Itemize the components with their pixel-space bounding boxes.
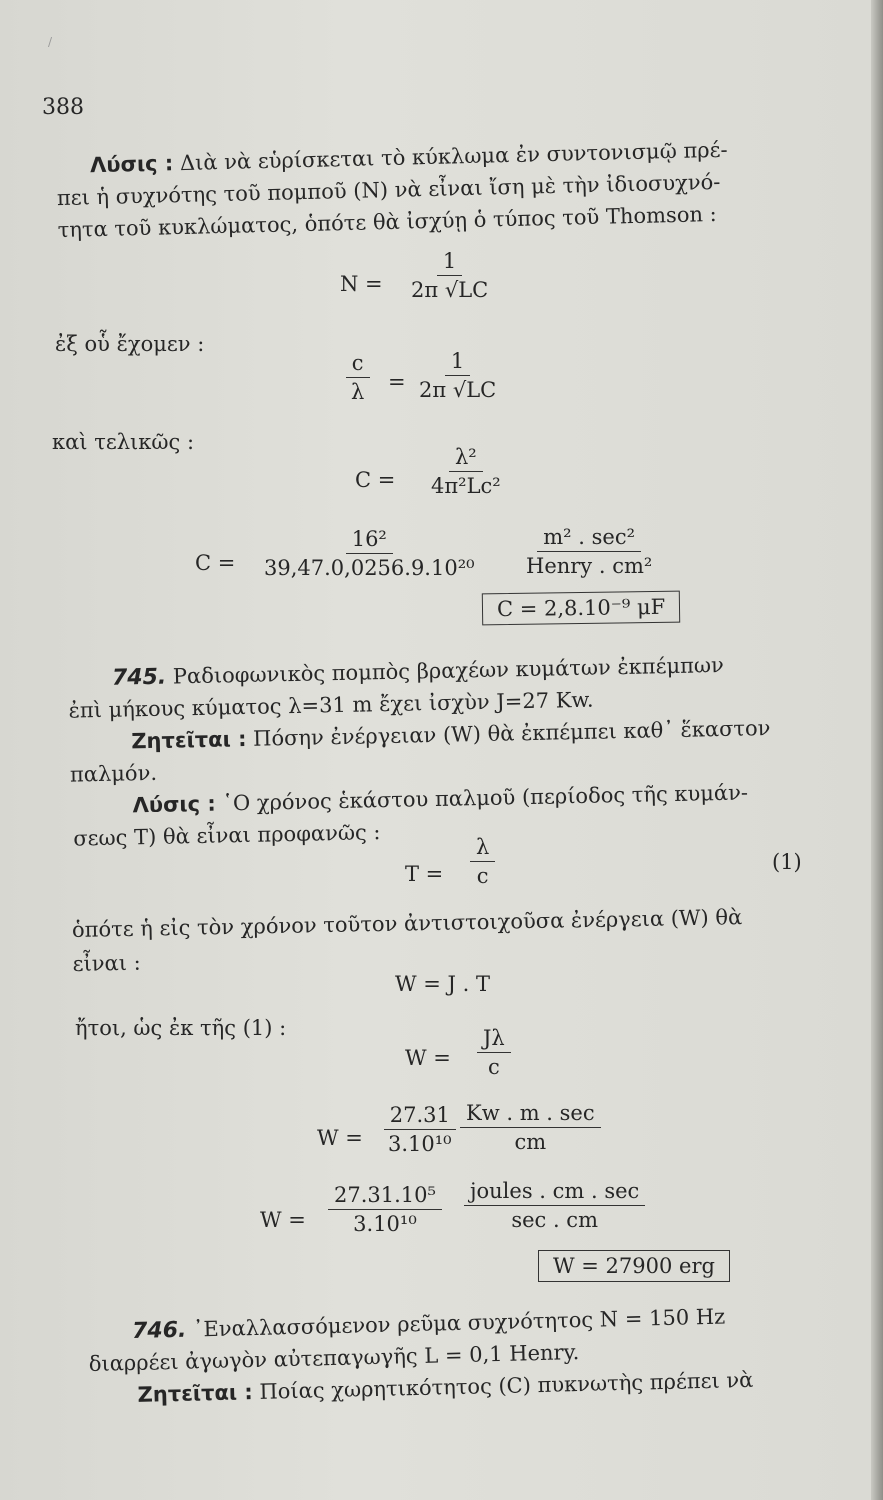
- eq1-fraction: [405, 250, 494, 301]
- eqW2-den: 3.10¹⁰: [388, 1132, 452, 1157]
- page-number: 388: [42, 95, 84, 120]
- p746-asked: Ποίας χωρητικότητος (C) πυκνωτὴς πρέπει νὰ: [259, 1367, 754, 1404]
- eqW2-units-fraction: [460, 1102, 601, 1153]
- eqT-fraction: [470, 836, 495, 887]
- specks: /: [48, 35, 53, 49]
- para1-line3: τητα τοῦ κυκλώματος, ὁπότε θὰ ἰσχύῃ ὁ τύπος τοῦ Thomson :: [57, 201, 717, 243]
- result-box-energy: W = 27900 erg: [538, 1250, 730, 1282]
- p745-asked: Πόσην ἐνέργειαν (W) θὰ ἐκπέμπει καθ᾽ ἕκαστον: [252, 715, 771, 751]
- eqW3-fraction: [328, 1184, 442, 1235]
- eq3-fraction: [425, 446, 507, 497]
- eq4-uden: Henry . cm²: [526, 554, 653, 579]
- eqW2-uden: cm: [514, 1130, 547, 1155]
- eqW3-unum: joules . cm . sec: [464, 1180, 645, 1206]
- solution-label-745: Λύσις :: [132, 791, 217, 818]
- eq2-equals: =: [388, 370, 406, 394]
- p745-line1: Ραδιοφωνικὸς πομπὸς βραχέων κυμάτων ἐκπέμπων: [172, 652, 725, 689]
- eqW3-units-fraction: [464, 1180, 645, 1231]
- p745-line2: ἐπὶ μήκους κύματος λ=31 m ἔχει ἰσχὺν J=27 Kw.: [68, 687, 594, 723]
- eq4-num: 16²: [346, 528, 393, 554]
- eq4-unum: m² . sec²: [537, 526, 641, 552]
- eqW1-den: c: [487, 1055, 500, 1080]
- eqW3-uden: sec . cm: [511, 1208, 598, 1233]
- eqT-den: c: [476, 864, 489, 889]
- p746-line2: διαρρέει ἀγωγὸν αὐτεπαγωγῆς L = 0,1 Henry.: [88, 1340, 580, 1377]
- asked-label-745: Ζητεῖται :: [131, 726, 247, 754]
- eqT-num: λ: [470, 836, 495, 862]
- eqW2-lhs: W =: [317, 1126, 363, 1150]
- p745b-line1: ὁπότε ἡ εἰς τὸν χρόνον τοῦτον ἀντιστοιχοῦσα ἐνέργεια (W) θὰ: [71, 905, 743, 942]
- solution-label: Λύσις :: [89, 151, 174, 178]
- eq1-num: 1: [437, 250, 462, 276]
- eqW3-lhs: W =: [260, 1208, 306, 1232]
- eq2-den-r: 2π √LC: [419, 378, 497, 403]
- eq2-left-fraction: [345, 352, 370, 403]
- eq4-lhs: C =: [195, 551, 236, 575]
- eq3-lhs: C =: [355, 468, 396, 492]
- eq2-num-r: 1: [445, 350, 470, 376]
- p746-line1: ᾽Εναλλασσόμενον ρεῦμα συχνότητος N = 150 Hz: [192, 1304, 726, 1342]
- eqT-lhs: T =: [405, 862, 444, 886]
- eq4-den: 39,47.0,0256.9.10²⁰: [264, 556, 475, 581]
- eq2-right-fraction: [413, 350, 502, 401]
- p745-sol1: ῾Ο χρόνος ἑκάστου παλμοῦ (περίοδος τῆς κυμάν-: [222, 780, 749, 816]
- eq4-units-fraction: [520, 526, 658, 577]
- eq2-den-l: λ: [351, 380, 365, 405]
- eqW1-num: Jλ: [477, 1027, 511, 1053]
- p745b-line3: ἤτοι, ὡς ἐκ τῆς (1) :: [75, 1016, 287, 1040]
- eqW3-den: 3.10¹⁰: [353, 1212, 417, 1237]
- eqW2-unum: Kw . m . sec: [460, 1102, 601, 1128]
- eq3-den: 4π²Lc²: [431, 474, 501, 499]
- p745-sol2: σεως Τ) θὰ εἶναι προφανῶς :: [73, 820, 381, 851]
- asked-label-746: Ζητεῖται :: [137, 1380, 254, 1407]
- eqW3-num: 27.31.10⁵: [328, 1184, 442, 1210]
- eq-W-JT: W = J . T: [395, 972, 490, 996]
- eq1-den: 2π √LC: [411, 278, 489, 303]
- problem-745-number: 745.: [111, 664, 167, 691]
- eq2-num-l: c: [346, 352, 370, 378]
- eqW1-lhs: W =: [405, 1046, 451, 1070]
- page-edge-shadow: [871, 0, 883, 1500]
- para1-line2: πει ἡ συχνότης τοῦ πομποῦ (N) νὰ εἶναι ἴση μὲ τὴν ἰδιοσυχνό-: [56, 169, 721, 211]
- finally-text: καὶ τελικῶς :: [52, 430, 195, 454]
- from-which-text: ἐξ οὗ ἔχομεν :: [55, 332, 205, 356]
- eqW2-num: 27.31: [384, 1104, 456, 1130]
- p745-line4: παλμόν.: [69, 760, 158, 787]
- eq3-num: λ²: [449, 446, 483, 472]
- eq-tag-1: (1): [772, 850, 802, 874]
- eqW2-fraction: [382, 1104, 458, 1155]
- result-box-capacitance: C = 2,8.10⁻⁹ μF: [482, 591, 681, 626]
- problem-746-number: 746.: [131, 1317, 187, 1344]
- eq1-lhs: N =: [340, 272, 383, 296]
- p745b-line2: εἶναι :: [72, 950, 141, 976]
- para1-line1: Διὰ νὰ εὑρίσκεται τὸ κύκλωμα ἐν συντονισμῷ πρέ-: [179, 137, 728, 176]
- eqW1-fraction: [477, 1027, 511, 1078]
- eq4-fraction: [258, 528, 481, 579]
